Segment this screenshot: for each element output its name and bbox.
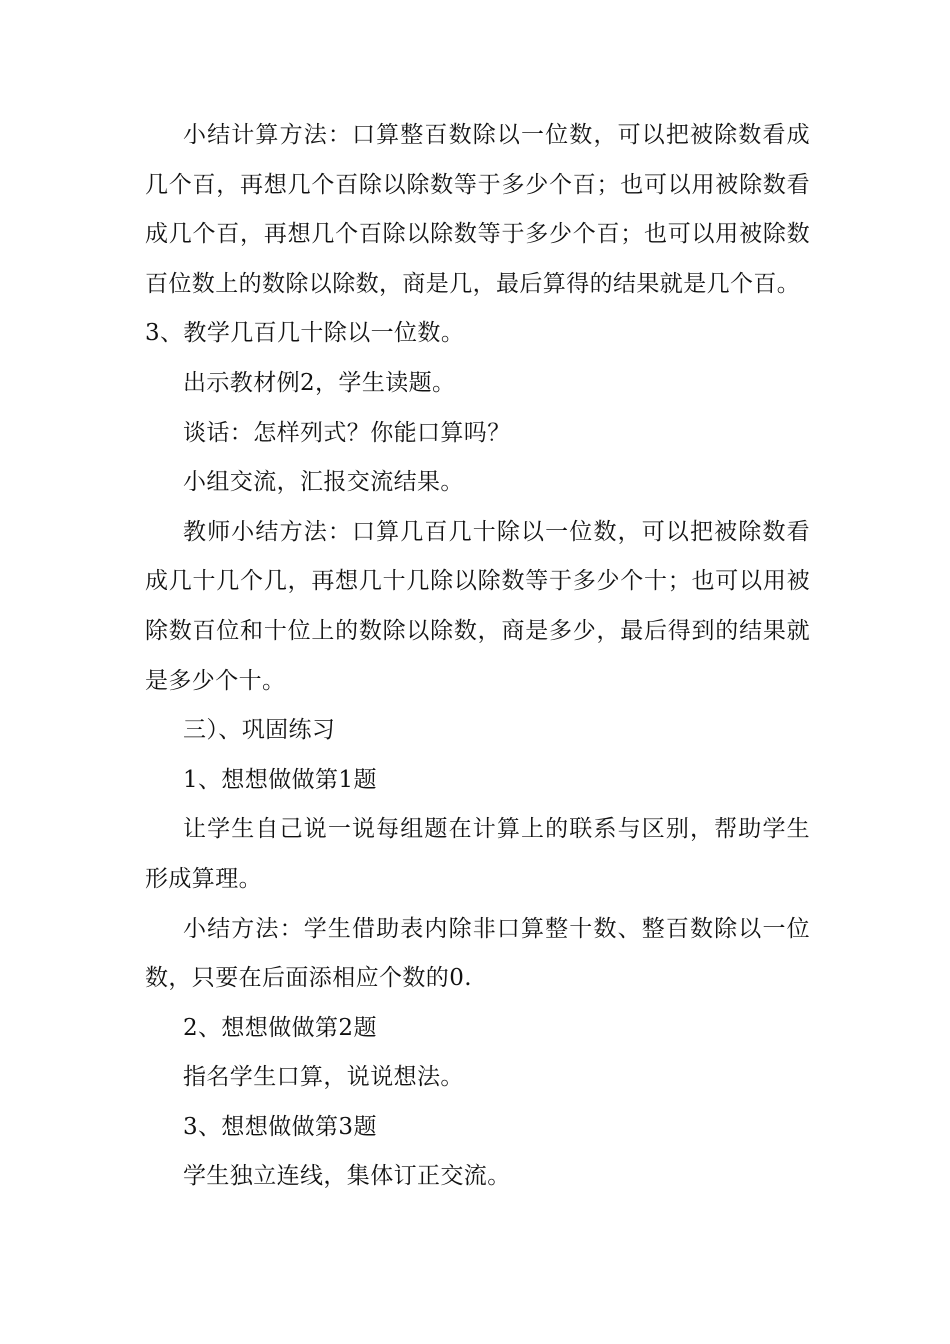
- paragraph-group-exchange: 小组交流，汇报交流结果。: [183, 469, 464, 496]
- document-body: [145, 111, 810, 1202]
- paragraph-exercise-1-detail: 让学生自己说一说每组题在计算上的联系与区别，帮助学生形成算理。: [145, 816, 810, 892]
- paragraph-example-2: 出示教材例2，学生读题。: [183, 369, 456, 396]
- paragraph-talk: 谈话：怎样列式？你能口算吗？: [183, 419, 511, 446]
- paragraph-exercise-3-detail: 学生独立连线，集体订正交流。: [183, 1163, 511, 1190]
- paragraph-teacher-summary: 教师小结方法：口算几百几十除以一位数，可以把被除数看成几十几个几，再想几十几除以除数等于多少个十；也可以用被除数百位和十位上的数除以除数，商是多少，最后得到的结果就是多少个十。: [145, 518, 810, 694]
- paragraph-summary-hundreds: 小结计算方法：口算整百数除以一位数，可以把被除数看成几个百，再想几个百除以除数等于多少个百；也可以用被除数看成几个百，再想几个百除以除数等于多少个百；也可以用被除数百位数上的数除以除数，商是几，最后算得的结果就是几个百。: [145, 122, 810, 297]
- paragraph-exercise-3: 3、想想做做第3题: [183, 1113, 377, 1140]
- paragraph-section-3-heading: 3、教学几百几十除以一位数。: [145, 320, 465, 347]
- paragraph-exercise-2: 2、想想做做第2题: [183, 1014, 377, 1041]
- paragraph-practice-heading: 三）、巩固练习: [183, 717, 336, 744]
- paragraph-method-summary: 小结方法：学生借助表内除非口算整十数、整百数除以一位数，只要在后面添相应个数的0.: [145, 915, 810, 992]
- paragraph-exercise-1: 1、想想做做第1题: [183, 766, 377, 793]
- paragraph-exercise-2-detail: 指名学生口算，说说想法。: [183, 1064, 464, 1091]
